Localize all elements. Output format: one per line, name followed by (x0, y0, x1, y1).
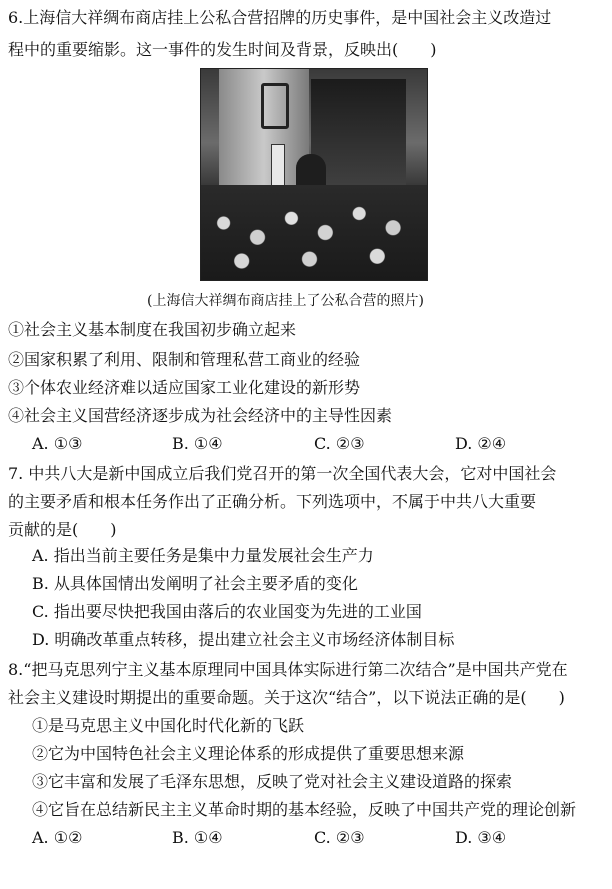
photo-caption: (上海信大祥绸布商店挂上了公私合营的照片) (147, 293, 424, 309)
q8-option-c[interactable]: C. ②③ (314, 828, 365, 847)
q8-item-3: ③它丰富和发展了毛泽东思想，反映了党对社会主义建设道路的探索 (32, 772, 513, 791)
q6-stem-line-2: 程中的重要缩影。这一事件的发生时间及背景，反映出( ) (8, 40, 437, 59)
q6-item-1: ①社会主义基本制度在我国初步确立起来 (8, 320, 297, 339)
q7-option-c[interactable]: C. 指出要尽快把我国由落后的农业国变为先进的工业国 (32, 602, 422, 621)
q6-item-4: ④社会主义国营经济逐步成为社会经济中的主导性因素 (8, 406, 393, 425)
q8-option-a[interactable]: A. ①② (32, 828, 83, 847)
q7-option-b[interactable]: B. 从具体国情出发阐明了社会主要矛盾的变化 (32, 574, 358, 593)
q8-option-b[interactable]: B. ①④ (172, 828, 223, 847)
q7-option-a[interactable]: A. 指出当前主要任务是集中力量发展社会生产力 (32, 546, 374, 565)
q7-stem-line-3: 贡献的是( ) (8, 520, 117, 539)
q8-stem-line-2: 社会主义建设时期提出的重要命题。关于这次“结合”，以下说法正确的是( ) (8, 688, 565, 707)
q8-stem-line-1: 8.“把马克思列宁主义基本原理同中国具体实际进行第二次结合”是中国共产党在 (8, 660, 568, 679)
q6-option-a[interactable]: A. ①③ (32, 434, 83, 453)
q8-option-d[interactable]: D. ③④ (455, 828, 507, 847)
q7-stem-line-1: 7. 中共八大是新中国成立后我们党召开的第一次全国代表大会，它对中国社会 (8, 464, 557, 483)
q6-option-c[interactable]: C. ②③ (314, 434, 365, 453)
q8-item-2: ②它为中国特色社会主义理论体系的形成提供了重要思想来源 (32, 744, 465, 763)
q6-item-3: ③个体农业经济难以适应国家工业化建设的新形势 (8, 378, 361, 397)
q7-option-d[interactable]: D. 明确改革重点转移，提出建立社会主义市场经济体制目标 (32, 630, 455, 649)
q8-item-1: ①是马克思主义中国化时代化新的飞跃 (32, 716, 305, 735)
historical-photo (200, 68, 428, 281)
q6-item-2: ②国家积累了利用、限制和管理私营工商业的经验 (8, 350, 361, 369)
photo-crowd (201, 185, 427, 280)
photo-sign (261, 83, 289, 129)
q7-stem-line-2: 的主要矛盾和根本任务作出了正确分析。下列选项中，不属于中共八大重要 (8, 492, 537, 511)
q6-stem-line-1: 6.上海信大祥绸布商店挂上公私合营招牌的历史事件，是中国社会主义改造过 (8, 8, 552, 27)
q6-option-d[interactable]: D. ②④ (455, 434, 507, 453)
q8-item-4: ④它旨在总结新民主主义革命时期的基本经验，反映了中国共产党的理论创新 (32, 800, 577, 819)
q6-option-b[interactable]: B. ①④ (172, 434, 223, 453)
